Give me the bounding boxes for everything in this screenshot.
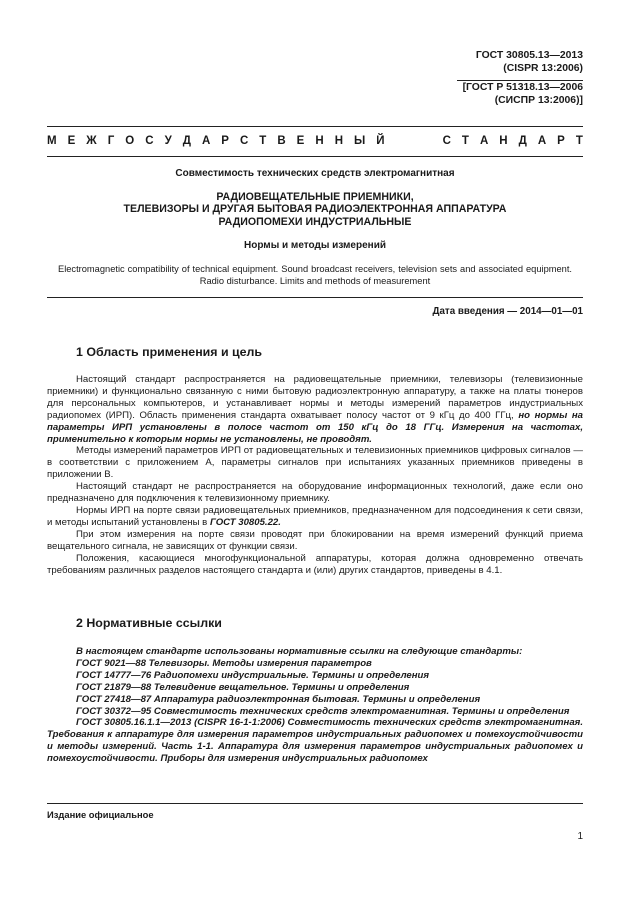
gost-reference: ГОСТ 30805.22. xyxy=(209,516,281,528)
banner-letter: Г xyxy=(107,135,115,147)
paragraph-text: Настоящий стандарт распространяется на радиовещательные приемники, телевизоры (телевизионные приемники) и функционально связанную с ними бытовую радиоэлектронную аппаратуру, а также на платы тюнеров для персональных компьютеров, и устанавливает нормы и методы измерений параметров индустриальных радиопомех (ИРП). Область применения стандарта охватывает полосу частот от 9 кГц до 400 ГГц, xyxy=(47,374,583,421)
section-1-body xyxy=(47,374,583,576)
banner-letter: Т xyxy=(575,135,583,147)
references-intro: В настоящем стандарте использованы нормативные ссылки на следующие стандарты: xyxy=(76,646,523,657)
banner-letter: Е xyxy=(67,135,76,147)
banner-letter: С xyxy=(442,135,451,147)
banner-letter: Р xyxy=(557,135,565,147)
gost-designation xyxy=(476,49,583,75)
footer-divider xyxy=(47,803,583,804)
reference-item: ГОСТ 21879—88 Телевидение вещательное. Термины и определения xyxy=(76,681,410,693)
banner-letter: Т xyxy=(461,135,469,147)
banner-letter: Ы xyxy=(354,135,366,147)
standard-title xyxy=(47,191,583,228)
section-1-heading: 1 Область применения и цель xyxy=(76,345,263,359)
paragraph: Настоящий стандарт не распространяется на оборудование информационных технологий, даже если оно предназначено для подключения к телевизионному приемнику. xyxy=(47,481,583,505)
banner-word-gap xyxy=(396,135,432,147)
banner-letter: У xyxy=(164,135,172,147)
banner-letter: Н xyxy=(315,135,324,147)
banner-letter: С xyxy=(239,135,249,147)
banner-letter: В xyxy=(277,135,286,147)
introduction-date: Дата введения — 2014—01—01 xyxy=(432,306,583,317)
banner-letter: Р xyxy=(221,135,229,147)
reference-item: ГОСТ 14777—76 Радиопомехи индустриальные. Термины и определения xyxy=(76,669,430,681)
banner-letter: Н xyxy=(499,135,508,147)
section-2-heading: 2 Нормативные ссылки xyxy=(76,616,222,630)
gost-r-designation xyxy=(463,81,583,107)
reference-item: ГОСТ 27418—87 Аппаратура радиоэлектронная бытовая. Термины и определения xyxy=(76,693,481,705)
reference-item: ГОСТ 30372—95 Совместимость технических средств электромагнитная. Термины и определения xyxy=(76,705,570,717)
paragraph-text: Нормы ИРП на порте связи радиовещательных приемников, предназначенном для подсоединения к сети связи, и методы испытаний установлены в xyxy=(47,504,583,528)
paragraph: Положения, касающиеся многофункциональной аппаратуры, которая должна одновременно отвечать требованиям различных разделов настоящего стандарта и (или) других стандартов, приведены в 4.1. xyxy=(47,552,583,576)
banner-rule-top xyxy=(47,126,583,127)
title-line: ТЕЛЕВИЗОРЫ И ДРУГАЯ БЫТОВАЯ РАДИОЭЛЕКТРОННАЯ АППАРАТУРА xyxy=(123,203,507,216)
banner-letter: О xyxy=(125,135,135,147)
gost-r-number: [ГОСТ Р 51318.13—2006 xyxy=(462,82,583,93)
sispr-number: (СИСПР 13:2006)] xyxy=(494,95,583,106)
official-edition-label: Издание официальное xyxy=(47,809,154,820)
paragraph: Методы измерений параметров ИРП от радиовещательных и телевизионных приемников цифровых сигналов — в соответствии с приложением А, параметры сигналов при испытаниях указанных приемников приведены в приложении В. xyxy=(47,445,583,481)
standard-subject: Совместимость технических средств электромагнитная xyxy=(175,168,455,179)
section-2-body xyxy=(47,646,583,765)
banner-letter: Д xyxy=(518,135,527,147)
banner-letter: С xyxy=(145,135,154,147)
paragraph-emphasis: но нормы на параметры ИРП установлены в полосе частот от 150 кГц до 18 ГГц. Измерения на частотах, применительно к которым нормы не установлены, не проводят. xyxy=(47,409,583,445)
banner-letter: Е xyxy=(296,135,305,147)
paragraph xyxy=(47,505,583,529)
title-divider xyxy=(47,297,583,298)
banner-letter: А xyxy=(201,135,211,147)
paragraph: При этом измерения на порте связи проводят при блокировании на время измерений функций приема вещательного сигнала, не зависящих от функции связи. xyxy=(47,528,583,552)
banner-letter: Д xyxy=(182,135,191,147)
cispr-number: (CISPR 13:2006) xyxy=(503,63,583,74)
reference-item: ГОСТ 30805.16.1.1—2013 (CISPR 16-1-1:2006) Совместимость технических средств электромагнитная. Требования к аппаратуре для измерения параметров индустриальных радиопомех и помехоустойчивости и методы измерений. Часть 1-1. Аппаратура для измерения параметров индустриальных радиопомех и помехоустойчивости. Приборы для измерения индустриальных радиопомех xyxy=(47,717,583,765)
banner-letter: А xyxy=(479,135,489,147)
banner-letter: А xyxy=(537,135,547,147)
banner-letter: Н xyxy=(334,135,343,147)
banner-letter: Ж xyxy=(86,135,97,147)
title-line: РАДИОПОМЕХИ ИНДУСТРИАЛЬНЫЕ xyxy=(218,215,412,228)
title-line: РАДИОВЕЩАТЕЛЬНЫЕ ПРИЕМНИКИ, xyxy=(216,191,414,203)
english-title: Electromagnetic compatibility of technical equipment. Sound broadcast receivers, television sets and associated equipment. Radio disturbance. Limits and methods of measurement xyxy=(58,264,572,286)
banner-rule-bottom xyxy=(47,156,583,157)
banner-letter: М xyxy=(47,135,57,147)
page-number: 1 xyxy=(577,831,583,842)
gost-number: ГОСТ 30805.13—2013 xyxy=(475,50,583,61)
reference-item: ГОСТ 9021—88 Телевизоры. Методы измерения параметров xyxy=(76,657,372,669)
interstate-standard-banner xyxy=(47,135,583,147)
paragraph xyxy=(47,374,583,445)
norms-subtitle: Нормы и методы измерений xyxy=(243,240,387,251)
banner-letter: Т xyxy=(259,135,267,147)
banner-letter: Й xyxy=(376,135,385,147)
